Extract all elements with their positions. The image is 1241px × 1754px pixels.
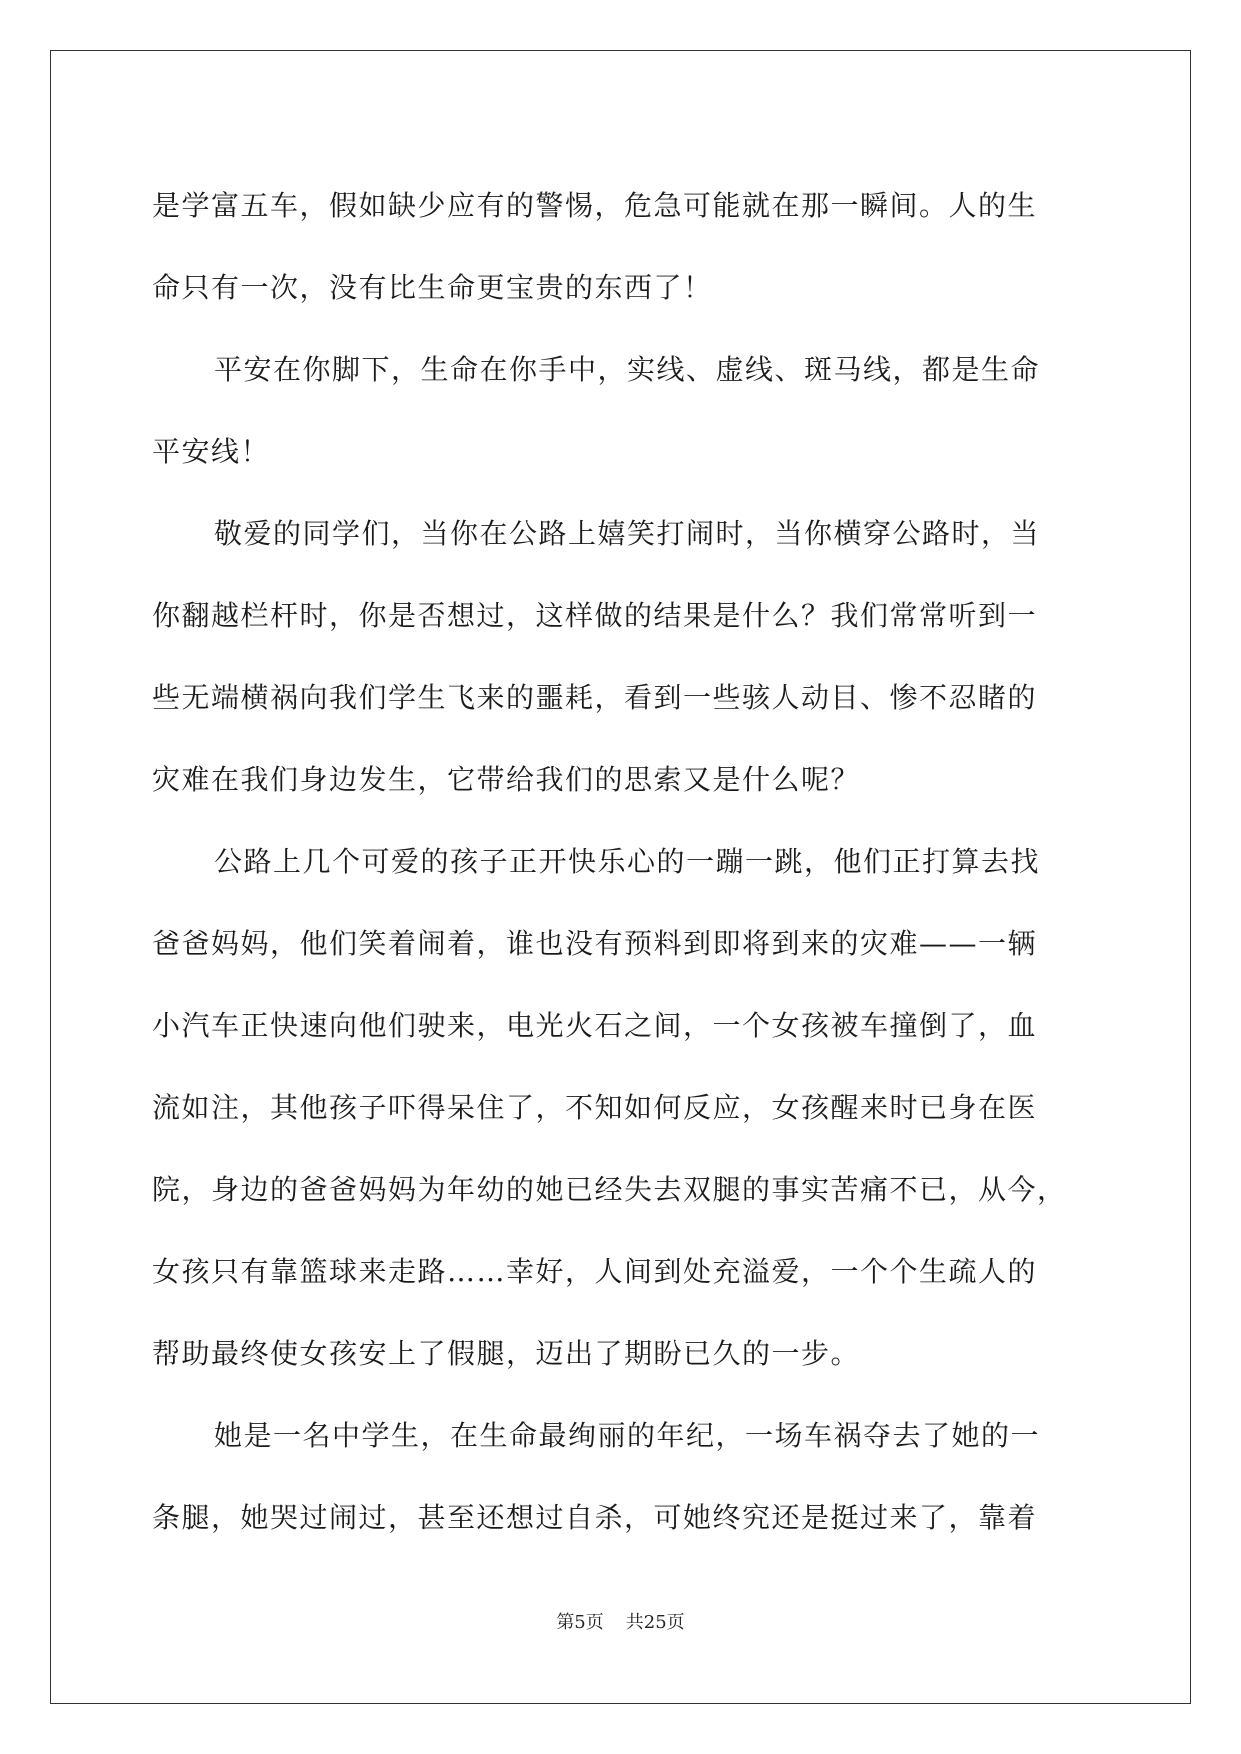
text-line: 条腿，她哭过闹过，甚至还想过自杀，可她终究还是挺过来了，靠着 <box>152 1501 1038 1534</box>
text-line: 帮助最终使女孩安上了假腿，迈出了期盼已久的一步。 <box>152 1337 861 1370</box>
text-line: 命只有一次，没有比生命更宝贵的东西了！ <box>152 271 713 304</box>
text-line: 些无端横祸向我们学生飞来的噩耗，看到一些骇人动目、惨不忍睹的 <box>152 681 1038 714</box>
text-line: 敬爱的同学们，当你在公路上嬉笑打闹时，当你横穿公路时，当 <box>214 517 1041 550</box>
text-line: 流如注，其他孩子吓得呆住了，不知如何反应，女孩醒来时已身在医 <box>152 1091 1038 1124</box>
page-total: 共25页 <box>625 1612 685 1633</box>
text-line: 女孩只有靠篮球来走路……幸好，人间到处充溢爱，一个个生疏人的 <box>152 1255 1038 1288</box>
text-line: 平安线！ <box>152 435 271 468</box>
text-line: 是学富五车，假如缺少应有的警惕，危急可能就在那一瞬间。人的生 <box>152 189 1038 222</box>
text-line: 院，身边的爸爸妈妈为年幼的她已经失去双腿的事实苦痛不已，从今， <box>152 1173 1067 1206</box>
page-footer <box>0 1608 1241 1634</box>
text-line: 爸爸妈妈，他们笑着闹着，谁也没有预料到即将到来的灾难——一辆 <box>152 927 1038 960</box>
text-line: 公路上几个可爱的孩子正开快乐心的一蹦一跳，他们正打算去找 <box>214 845 1041 878</box>
text-line: 小汽车正快速向他们驶来，电光火石之间，一个女孩被车撞倒了，血 <box>152 1009 1038 1042</box>
text-line: 你翻越栏杆时，你是否想过，这样做的结果是什么？我们常常听到一 <box>152 599 1038 632</box>
text-line: 灾难在我们身边发生，它带给我们的思索又是什么呢？ <box>152 763 861 796</box>
text-line: 平安在你脚下，生命在你手中，实线、虚线、斑马线，都是生命 <box>214 353 1041 386</box>
text-line: 她是一名中学生，在生命最绚丽的年纪，一场车祸夺去了她的一 <box>214 1419 1041 1452</box>
document-body <box>152 165 1089 1559</box>
page-number: 第5页 <box>556 1612 604 1633</box>
